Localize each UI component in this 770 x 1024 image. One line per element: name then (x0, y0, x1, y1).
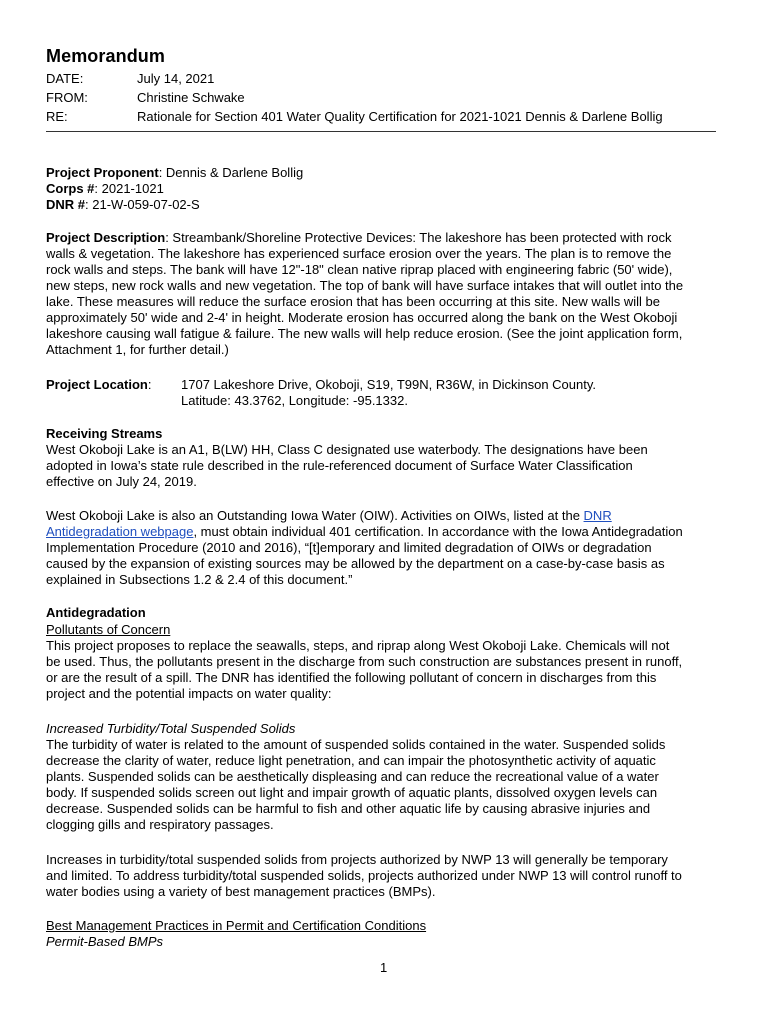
from-label: FROM: (46, 90, 88, 105)
permit-bmps-subheading: Permit-Based BMPs (46, 934, 164, 949)
dnr-link[interactable]: DNR (583, 508, 612, 523)
proponent-label: Project Proponent (46, 165, 159, 180)
page-number: 1 (380, 960, 388, 975)
antidegradation-heading: Antidegradation (46, 605, 146, 620)
turbidity-line-4: body. If suspended solids screen out light and impair growth of aquatic plants, dissolved oxygen levels can (46, 785, 658, 800)
oiw-text: West Okoboji Lake is also an Outstanding Iowa Water (OIW). Activities on OIWs, listed at the (46, 508, 584, 523)
location-label: Project Location (46, 377, 148, 392)
header-divider (46, 131, 716, 132)
receiving-line-2: adopted in Iowa’s state rule described in the rule-referenced document of Surface Water Classification (46, 458, 633, 473)
from-row (46, 89, 245, 107)
location-colon: : (147, 377, 152, 392)
corps-line (46, 181, 164, 197)
date-value: July 14, 2021 (137, 71, 215, 86)
oiw-line-2 (46, 524, 683, 540)
turbidity-line-3: plants. Suspended solids can be aesthetically displeasing and can reduce the recreational value of a water (46, 769, 659, 784)
re-label: RE: (46, 109, 68, 124)
description-line-3: rock walls and steps. The bank will have 12"-18" clean native riprap placed with engineering fabric (50' wide), (46, 262, 673, 277)
description-line-1 (46, 230, 672, 246)
description-text: : Streambank/Shoreline Protective Devices: The lakeshore has been protected with rock (165, 230, 672, 245)
re-row (46, 108, 663, 126)
antidegradation-webpage-link[interactable]: Antidegradation webpage (46, 524, 194, 539)
turbidity2-line-2: and limited. To address turbidity/total suspended solids, projects authorized under NWP 13 will control runoff to (46, 868, 682, 883)
bmp-heading: Best Management Practices in Permit and Certification Conditions (46, 918, 427, 933)
corps-label: Corps # (46, 181, 95, 196)
date-row (46, 70, 214, 88)
receiving-heading: Receiving Streams (46, 426, 163, 441)
turbidity-line-5: decrease. Suspended solids can be harmful to fish and other aquatic life by causing abrasive injuries and (46, 801, 651, 816)
antideg-line-1: This project proposes to replace the seawalls, steps, and riprap along West Okoboji Lake. Chemicals will not (46, 638, 670, 653)
proponent-line (46, 165, 303, 181)
receiving-line-3: effective on July 24, 2019. (46, 474, 197, 489)
memo-title: Memorandum (46, 46, 166, 66)
description-line-2: walls & vegetation. The lakeshore has experienced surface erosion over the years. The plan is to remove the (46, 246, 672, 261)
antideg-line-2: be used. Thus, the pollutants present in the discharge from such construction are substances present in runoff, (46, 654, 683, 669)
location-address: 1707 Lakeshore Drive, Okoboji, S19, T99N, R36W, in Dickinson County. (181, 377, 597, 392)
description-line-4: new steps, new rock walls and new vegetation. The top of bank will have surface intakes that will outlet into the (46, 278, 684, 293)
dnr-line (46, 197, 200, 213)
description-label: Project Description (46, 230, 166, 245)
proponent-value: : Dennis & Darlene Bollig (158, 165, 304, 180)
dnr-value: : 21-W-059-07-02-S (85, 197, 200, 212)
oiw-text-cont: , must obtain individual 401 certification. In accordance with the Iowa Antidegradation (193, 524, 683, 539)
location-coordinates: Latitude: 43.3762, Longitude: -95.1332. (181, 393, 408, 408)
oiw-line-5: explained in Subsections 1.2 & 2.4 of this document.” (46, 572, 353, 587)
oiw-line-3: Implementation Procedure (2010 and 2016), “[t]emporary and limited degradation of OIWs or degradation (46, 540, 652, 555)
description-line-8: Attachment 1, for further detail.) (46, 342, 229, 357)
turbidity-line-1: The turbidity of water is related to the amount of suspended solids contained in the water. Suspended solids (46, 737, 666, 752)
antideg-line-4: project and the potential impacts on water quality: (46, 686, 332, 701)
turbidity-line-6: clogging gills and respiratory passages. (46, 817, 274, 832)
antideg-line-3: or are the result of a spill. The DNR has identified the following pollutant of concern in discharges from this (46, 670, 657, 685)
receiving-line-1: West Okoboji Lake is an A1, B(LW) HH, Class C designated use waterbody. The designations have been (46, 442, 648, 457)
turbidity2-line-3: water bodies using a variety of best management practices (BMPs). (46, 884, 436, 899)
turbidity-heading: Increased Turbidity/Total Suspended Solids (46, 721, 296, 736)
pollutants-subheading: Pollutants of Concern (46, 622, 171, 637)
description-line-7: lakeshore causing wall fatigue & failure. The new walls will help reduce erosion. (See the joint application form, (46, 326, 683, 341)
oiw-line-4: caused by the expansion of existing sources may be allowed by the department on a case-by-case basis as (46, 556, 665, 571)
dnr-label: DNR # (46, 197, 86, 212)
turbidity-line-2: decrease the clarity of water, reduce light penetration, and can impair the photosynthetic activity of aquatic (46, 753, 656, 768)
location-label-line (46, 377, 151, 393)
from-value: Christine Schwake (137, 90, 245, 105)
oiw-line-1 (46, 508, 612, 524)
turbidity2-line-1: Increases in turbidity/total suspended solids from projects authorized by NWP 13 will generally be temporary (46, 852, 668, 867)
description-line-6: approximately 50' wide and 2-4' in height. Moderate erosion has occurred along the bank on the West Okoboji (46, 310, 678, 325)
corps-value: : 2021-1021 (94, 181, 164, 196)
description-line-5: lake. These measures will reduce the surface erosion that has been occurring at this site. New walls will be (46, 294, 660, 309)
date-label: DATE: (46, 71, 84, 86)
re-value: Rationale for Section 401 Water Quality Certification for 2021-1021 Dennis & Darlene Bollig (137, 109, 663, 124)
